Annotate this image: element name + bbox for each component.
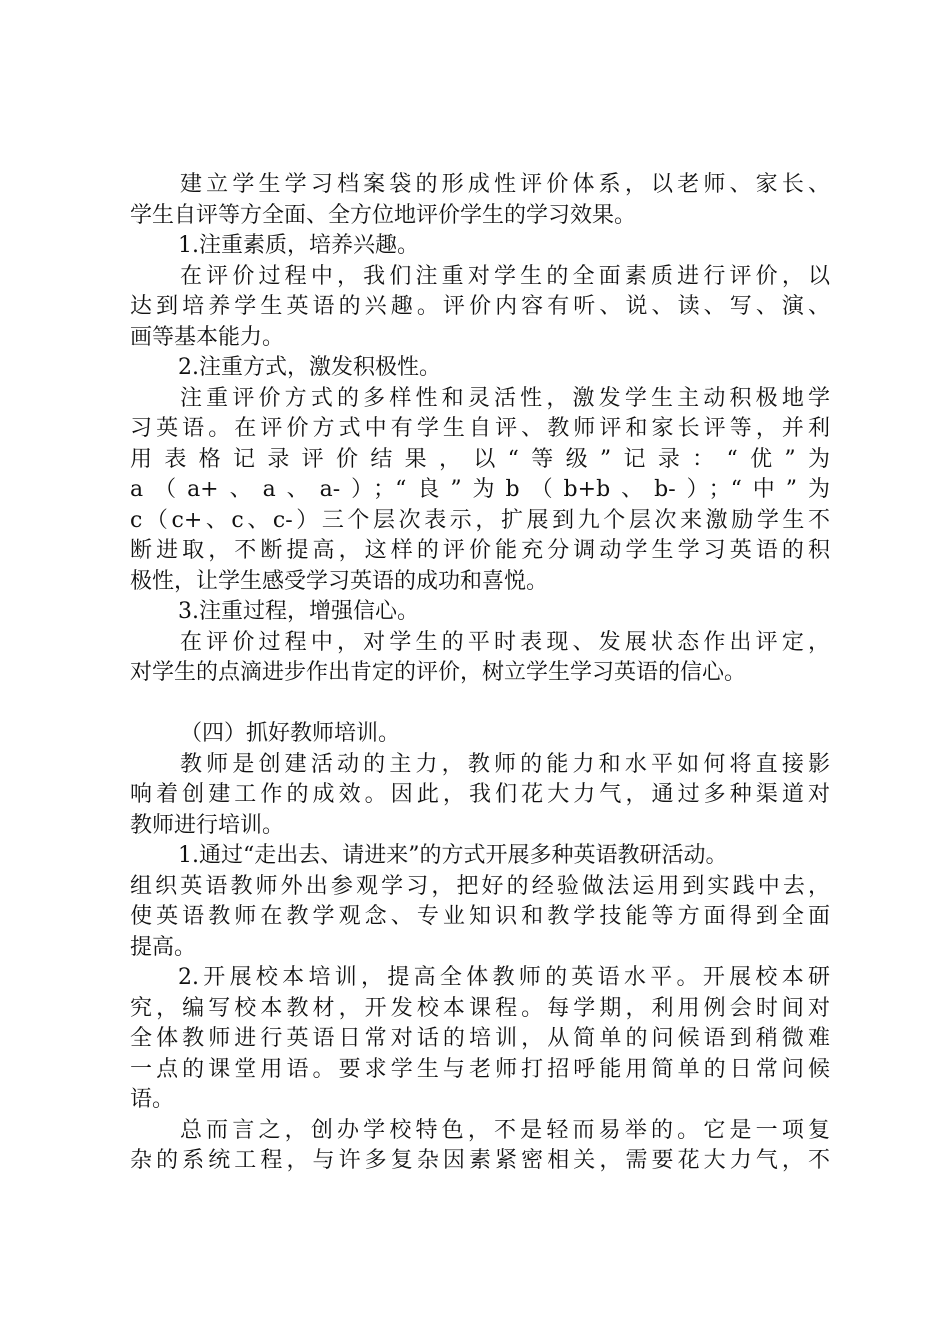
paragraph-line: 习英语。在评价方式中有学生自评、教师评和家长评等，并利 bbox=[130, 416, 830, 441]
section-heading: 1.注重素质，培养兴趣。 bbox=[178, 233, 419, 258]
section-heading: 3.注重过程，增强信心。 bbox=[178, 599, 419, 624]
paragraph-line: 提高。 bbox=[130, 934, 197, 960]
paragraph-line: 语。 bbox=[130, 1087, 175, 1112]
paragraph-line: 杂的系统工程，与许多复杂因素紧密相关，需要花大力气，不 bbox=[130, 1148, 830, 1173]
paragraph-line: 全体教师进行英语日常对话的培训，从简单的问候语到稍微难 bbox=[130, 1026, 830, 1051]
paragraph-line: 建立学生学习档案袋的形成性评价体系，以老师、家长、 bbox=[180, 172, 830, 197]
paragraph-line: 教师是创建活动的主力，教师的能力和水平如何将直接影 bbox=[180, 751, 830, 777]
paragraph-line: 对学生的点滴进步作出肯定的评价，树立学生学习英语的信心。 bbox=[130, 660, 747, 685]
section-heading: 2.注重方式，激发积极性。 bbox=[178, 355, 441, 380]
paragraph-line: 在评价过程中，我们注重对学生的全面素质进行评价，以 bbox=[180, 263, 830, 289]
paragraph-line: 究，编写校本教材，开发校本课程。每学期，利用例会时间对 bbox=[130, 995, 830, 1021]
paragraph-line: 断进取，不断提高，这样的评价能充分调动学生学习英语的积 bbox=[130, 538, 830, 563]
paragraph-line: 在评价过程中，对学生的平时表现、发展状态作出评定， bbox=[180, 629, 830, 655]
paragraph-line: 画等基本能力。 bbox=[130, 324, 285, 350]
paragraph-line: a（a+、a、a-）；“良”为b（b+b、b-）；“中”为 bbox=[130, 477, 830, 502]
paragraph-spacer bbox=[130, 689, 830, 720]
paragraph-line: 达到培养学生英语的兴趣。评价内容有听、说、读、写、演、 bbox=[130, 294, 830, 319]
paragraph-line: 1.通过“走出去、请进来”的方式开展多种英语教研活动。 bbox=[178, 843, 728, 868]
paragraph-line: 2.开展校本培训，提高全体教师的英语水平。开展校本研 bbox=[178, 965, 830, 990]
paragraph-line: 响着创建工作的成效。因此，我们花大力气，通过多种渠道对 bbox=[130, 782, 830, 807]
paragraph-line: 注重评价方式的多样性和灵活性，激发学生主动积极地学 bbox=[180, 385, 830, 411]
paragraph-line: 总而言之，创办学校特色，不是轻而易举的。它是一项复 bbox=[180, 1117, 830, 1143]
section-heading: （四）抓好教师培训。 bbox=[180, 721, 401, 746]
paragraph-line: 使英语教师在教学观念、专业知识和教学技能等方面得到全面 bbox=[130, 904, 830, 929]
paragraph-line: 组织英语教师外出参观学习，把好的经验做法运用到实践中去， bbox=[130, 873, 830, 899]
paragraph-line: 用表格记录评价结果，以“等级”记录：“优”为 bbox=[130, 446, 830, 472]
paragraph-line: 教师进行培训。 bbox=[130, 812, 285, 838]
paragraph-line: 学生自评等方全面、全方位地评价学生的学习效果。 bbox=[130, 202, 637, 228]
paragraph-line: 极性，让学生感受学习英语的成功和喜悦。 bbox=[130, 568, 549, 594]
paragraph-line: 一点的课堂用语。要求学生与老师打招呼能用简单的日常问候 bbox=[130, 1056, 830, 1082]
document-page bbox=[130, 170, 830, 1177]
paragraph-line: c（c+、c、c-）三个层次表示，扩展到九个层次来激励学生不 bbox=[130, 507, 830, 533]
